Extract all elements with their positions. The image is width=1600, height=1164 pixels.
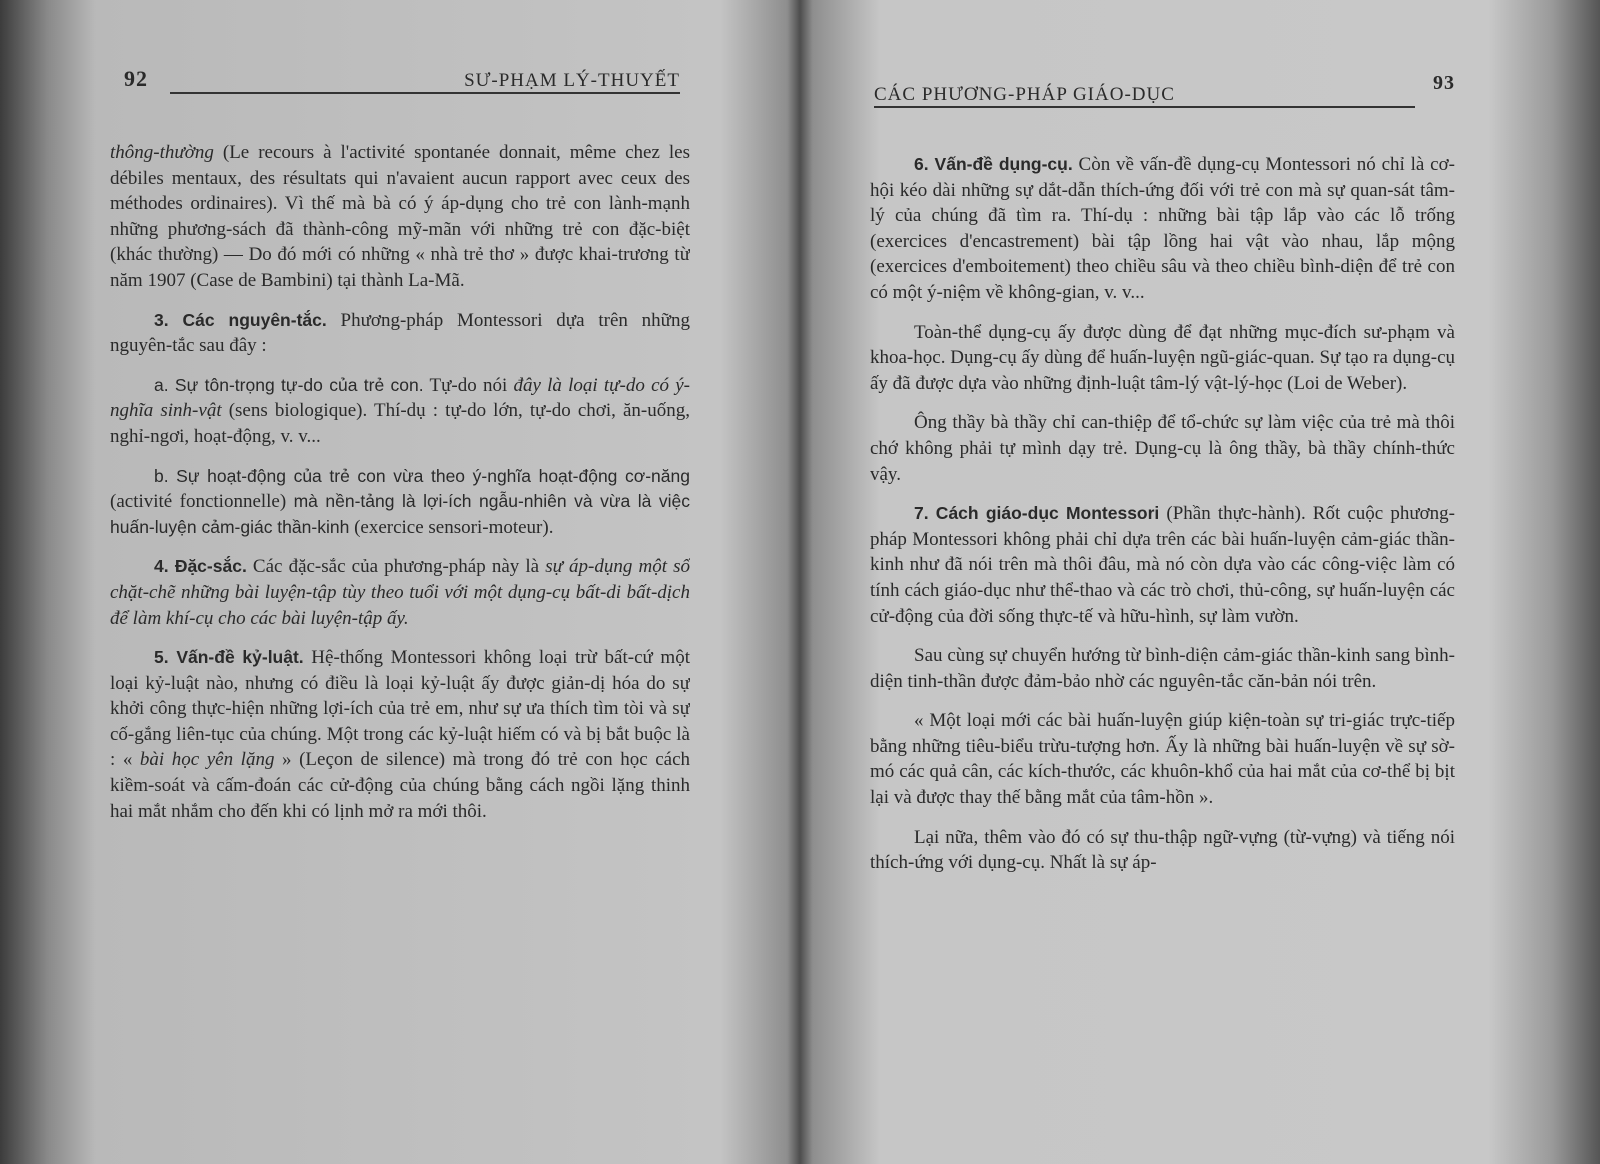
paragraph-text: (exercice sensori-moteur). bbox=[349, 516, 554, 538]
running-title: CÁC PHƯƠNG-PHÁP GIÁO-DỤC bbox=[874, 84, 1175, 105]
paragraph bbox=[110, 140, 690, 294]
paragraph-text: (sens biologique). Thí-dụ : tự-do lớn, tự-do chơi, ăn-uống, nghỉ-ngơi, hoạt-động, v. v... bbox=[110, 400, 690, 447]
section-heading: 3. Các nguyên-tắc. bbox=[154, 309, 327, 330]
paragraph: Lại nữa, thêm vào đó có sự thu-thập ngữ-vựng (từ-vựng) và tiếng nói thích-ứng với dụng-cụ. Nhất là sự áp- bbox=[870, 826, 1455, 874]
right-page-body bbox=[870, 152, 1455, 890]
item-b bbox=[110, 464, 690, 541]
right-page bbox=[870, 0, 1455, 1164]
section-5 bbox=[110, 645, 690, 824]
quote-paragraph: « Một loại mới các bài huấn-luyện giúp kiện-toàn sự tri-giác trực-tiếp bằng những tiêu-biểu trừu-tượng hơn. Ấy là những bài huấn-luyện về sự sờ-mó các quả cân, các kích-thước, các khuôn-khổ của hai mắt của cơ-thể bị bịt lại và được thay thế bằng mắt của tâm-hồn ». bbox=[870, 710, 1455, 809]
paragraph-text: Tự-do nói bbox=[423, 374, 514, 396]
paragraph: Toàn-thể dụng-cụ ấy được dùng để đạt những mục-đích sư-phạm và khoa-học. Dụng-cụ ấy dùng để huấn-luyện ngũ-giác-quan. Sự tạo ra dụng-cụ ấy đã được dựa vào những định-luật tâm-lý vật-lý-học (Loi de Weber). bbox=[870, 321, 1455, 394]
item-a bbox=[110, 373, 690, 450]
paragraph-text: Các đặc-sắc của phương-pháp này là bbox=[246, 556, 546, 578]
italic-text: bài học yên lặng bbox=[139, 749, 275, 771]
right-page-header bbox=[870, 70, 1455, 104]
italic-text: sự áp-dụng một số chặt-chẽ những bài luyện-tập tùy theo tuổi với một dụng-cụ bất-di bất-dịch để làm khí-cụ cho các bài luyện-tập ấy. bbox=[110, 556, 690, 629]
paragraph: Sau cùng sự chuyển hướng từ bình-diện cảm-giác thần-kinh sang bình-diện tinh-thần được đảm-bảo nhờ các nguyên-tắc căn-bản nói trên. bbox=[870, 645, 1455, 692]
section-7 bbox=[870, 501, 1455, 629]
paragraph-text: (Le recours à l'activité spontanée donnait, même chez les débiles mentaux, des résultats qui n'avaient aucun rapport avec ceux des méthodes ordinaires). Vì thế mà bà có ý áp-dụng cho trẻ con lành-mạnh những phương-sách đã thành-công mỹ-mãn với những trẻ con đặc-biệt (khác thường) — Do đó mới có những « nhà trẻ thơ » được khai-trương từ năm 1907 (Case de Bambini) tại thành La-Mã. bbox=[110, 142, 690, 291]
section-heading: 6. Vấn-đề dụng-cụ. bbox=[914, 154, 1073, 174]
paragraph-text: » (Leçon de silence) mà trong đó trẻ con học cách kiềm-soát và cấm-đoán các cử-động của chúng bằng cách ngồi lặng thinh hai mắt nhắm cho đến khi có lịnh mở ra mới thôi. bbox=[110, 749, 690, 822]
left-page bbox=[110, 0, 690, 1164]
header-rule bbox=[170, 92, 680, 94]
paragraph: Ông thầy bà thầy chỉ can-thiệp để tổ-chức sự làm việc của trẻ mà thôi chớ không phải tự mình dạy trẻ. Dụng-cụ là ông thầy, bà thầy chính-thức vậy. bbox=[870, 412, 1455, 485]
italic-text: đây là loại tự-do có ý-nghĩa sinh-vật bbox=[110, 374, 690, 422]
section-heading: 4. Đặc-sắc. bbox=[154, 556, 247, 577]
left-page-header bbox=[110, 66, 690, 104]
page-number: 92 bbox=[124, 66, 148, 91]
italic-lead: thông-thường bbox=[110, 142, 214, 163]
paragraph-text: Phương-pháp Montessori dựa trên những nguyên-tắc sau đây : bbox=[110, 309, 690, 357]
section-heading: 7. Cách giáo-dục Montessori bbox=[914, 503, 1160, 524]
item-lead: b. Sự hoạt-động của trẻ con vừa theo ý-nghĩa hoạt-động cơ-năng bbox=[154, 465, 690, 486]
paragraph-text: (activité fonctionnelle) bbox=[110, 491, 294, 513]
section-6 bbox=[870, 152, 1455, 306]
running-title: SƯ-PHẠM LÝ-THUYẾT bbox=[464, 70, 680, 91]
item-lead: mà nền-tảng là lợi-ích ngẫu-nhiên và vừa là việc huấn-luyện cảm-giác thần-kinh bbox=[110, 491, 690, 537]
item-lead: a. Sự tôn-trọng tự-do của trẻ con. bbox=[154, 374, 424, 395]
section-heading: 5. Vấn-đề kỷ-luật. bbox=[154, 647, 304, 668]
section-4 bbox=[110, 554, 690, 631]
page-number: 93 bbox=[1433, 72, 1455, 94]
paragraph-text: Hệ-thống Montessori không loại trừ bất-cứ một loại kỷ-luật nào, nhưng có điều là loại kỷ-luật ấy được giản-dị hóa do sự khởi công thực-hiện những lợi-ích của trẻ em, như sự ưa thích tìm tòi và sự cố-gắng liên-tục của chúng. Một trong các kỷ-luật hiếm có và bị bắt buộc là : « bbox=[110, 647, 690, 771]
section-3 bbox=[110, 308, 690, 359]
paragraph-text: (Phần thực-hành). Rốt cuộc phương-pháp Montessori không phải chỉ dựa trên các bài huấn-luyện cảm-giác thần-kinh như đã nói trên mà thôi đâu, mà nó còn dựa vào các công-việc làm có tính cách giáo-dục như thể-thao và các trò chơi, thủ-công, sự huấn-luyện các cử-động của đời sống thực-tế và hữu-hình, sự làm vườn. bbox=[870, 503, 1455, 627]
header-rule bbox=[874, 106, 1415, 108]
paragraph-text: Còn về vấn-đề dụng-cụ Montessori nó chỉ là cơ-hội kéo dài những sự dắt-dẫn thích-ứng đối với trẻ con mà sự quan-sát tâm-lý của chúng đã tìm ra. Thí-dụ : những bài tập lắp vào các lỗ trống (exercices d'encastrement) bài tập lồng hai vật vào nhau, lắp mộng (exercices d'emboitement) theo chiều sâu và theo chiều bình-diện để trẻ con có một ý-niệm về không-gian, v. v... bbox=[870, 154, 1455, 303]
left-page-body bbox=[110, 140, 690, 838]
